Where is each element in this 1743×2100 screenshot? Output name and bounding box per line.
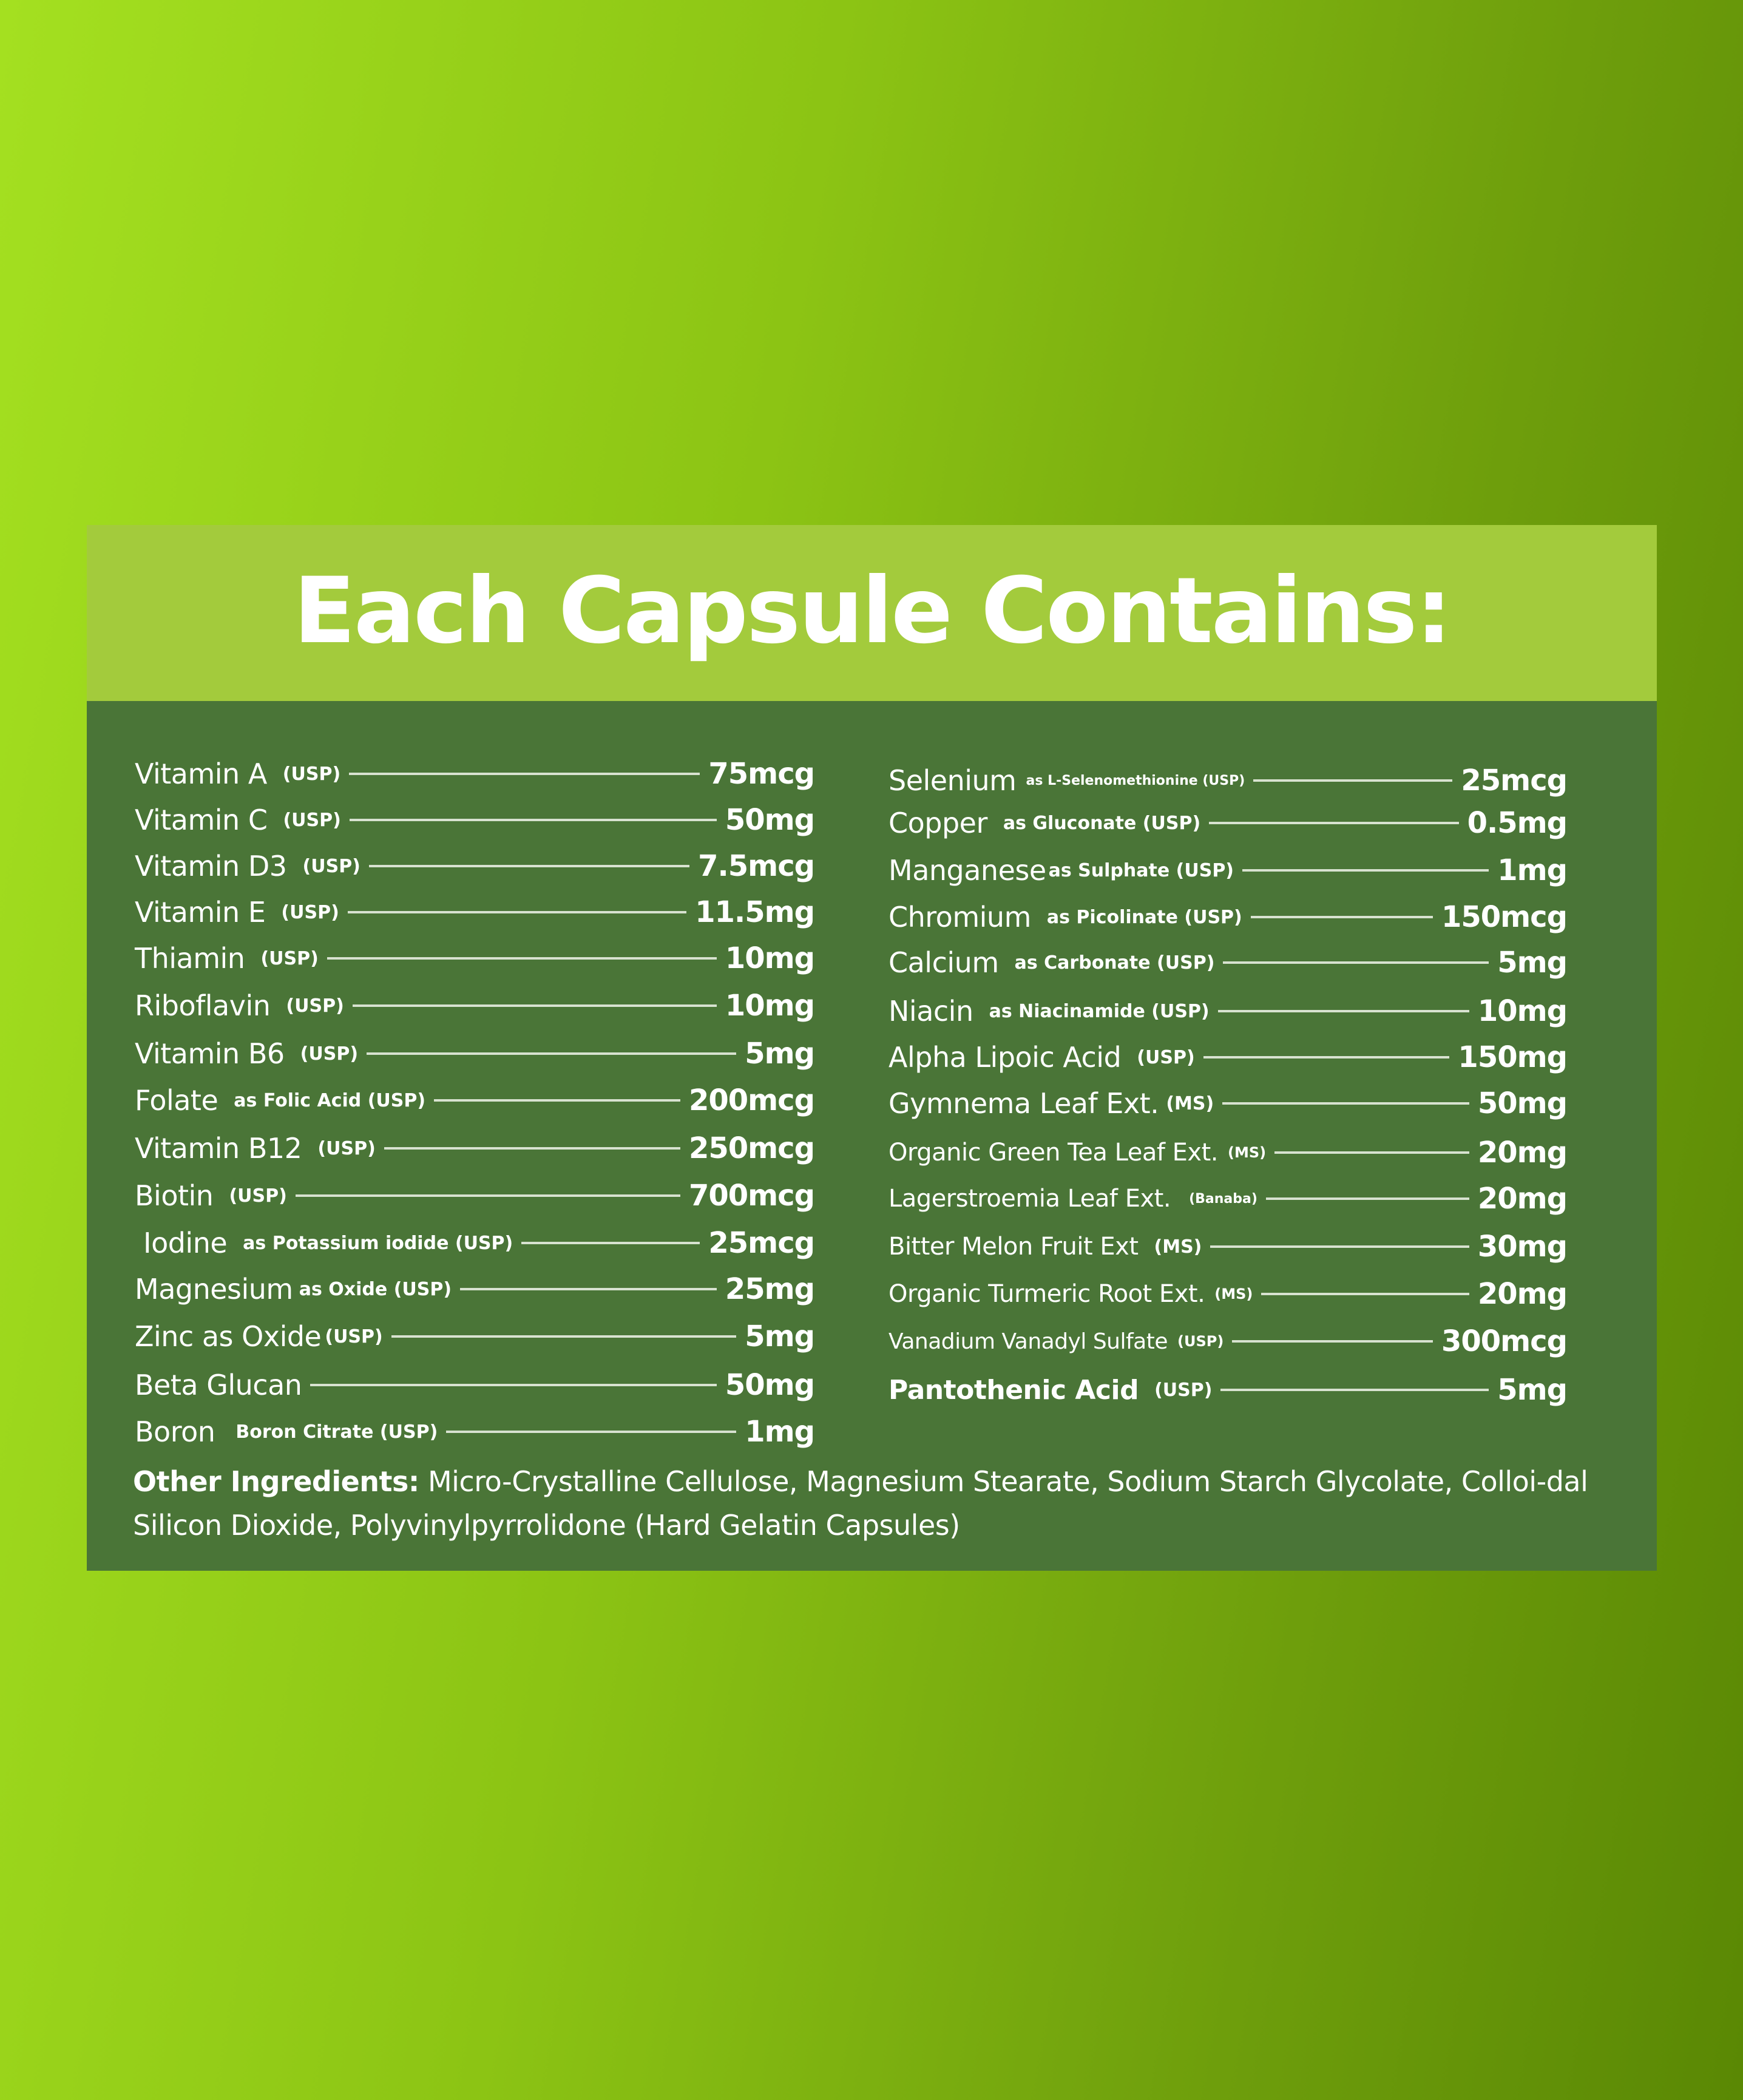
ingredient-name: Thiamin: [135, 942, 245, 975]
ingredient-note: (Banaba): [1189, 1191, 1257, 1207]
ingredient-amount: 10mg: [1477, 994, 1567, 1028]
ingredient-amount: 10mg: [725, 989, 814, 1023]
ingredient-amount: 10mg: [725, 941, 814, 975]
leader-line: [460, 1288, 717, 1290]
ingredient-name: Magnesium: [135, 1273, 293, 1306]
ingredient-row: [135, 1222, 814, 1264]
ingredient-row: [888, 941, 1567, 984]
leader-line: [1274, 1151, 1469, 1154]
ingredient-name: Selenium: [888, 764, 1017, 797]
ingredient-name: Gymnema Leaf Ext.: [888, 1087, 1159, 1120]
leader-line: [1218, 1010, 1469, 1012]
ingredient-amount: 1mg: [1497, 853, 1567, 887]
ingredient-note: (USP): [325, 1326, 383, 1347]
ingredient-row: [888, 990, 1567, 1032]
ingredient-amount: 20mg: [1477, 1277, 1567, 1311]
ingredient-note: (USP): [260, 947, 319, 969]
ingredient-row: [888, 896, 1567, 938]
ingredient-note: (USP): [281, 901, 339, 923]
ingredient-name: Vanadium Vanadyl Sulfate: [888, 1329, 1168, 1354]
leader-line: [1232, 1340, 1433, 1343]
ingredient-row: [135, 937, 814, 980]
other-ingredients-text: Micro-Crystalline Cellulose, Magnesium Stearate, Sodium Starch Glycolate, Colloi-dal Silicon Dioxide, Polyvinylpyrrolidone (Hard Gelatin Capsules): [133, 1465, 1588, 1542]
ingredient-row: [135, 1079, 814, 1122]
ingredient-note: (MS): [1166, 1092, 1214, 1114]
ingredient-note: (USP): [1137, 1046, 1195, 1068]
ingredient-note: (USP): [1177, 1333, 1224, 1350]
ingredient-note: (MS): [1227, 1144, 1267, 1161]
ingredient-name: Zinc as Oxide: [135, 1320, 322, 1353]
leader-line: [434, 1099, 680, 1102]
ingredient-amount: 50mg: [725, 1368, 814, 1402]
ingredient-name: Iodine: [143, 1227, 228, 1259]
leader-line: [350, 819, 717, 821]
ingredient-row: [135, 1174, 814, 1217]
ingredient-row: [888, 1320, 1567, 1363]
ingredient-name: Organic Turmeric Root Ext.: [888, 1280, 1205, 1308]
ingredient-note: (USP): [300, 1043, 359, 1065]
ingredient-note: (USP): [317, 1137, 376, 1159]
ingredient-name: Niacin: [888, 995, 973, 1028]
ingredient-note: as Potassium iodide (USP): [243, 1232, 513, 1254]
ingredient-name: Bitter Melon Fruit Ext: [888, 1233, 1139, 1261]
ingredient-note: as Oxide (USP): [299, 1278, 452, 1300]
ingredient-name: Vitamin B12: [135, 1132, 302, 1165]
ingredient-amount: 25mg: [725, 1272, 814, 1306]
ingredient-row: [135, 1127, 814, 1170]
ingredient-amount: 50mg: [1477, 1086, 1567, 1120]
ingredient-row: [135, 984, 814, 1027]
ingredient-name: Boron: [135, 1415, 215, 1448]
ingredient-name: Folate: [135, 1084, 218, 1117]
ingredients-panel: [87, 525, 1657, 1571]
ingredient-amount: 20mg: [1477, 1182, 1567, 1216]
leader-line: [446, 1431, 736, 1433]
ingredient-note: as Carbonate (USP): [1014, 952, 1215, 974]
leader-line: [1242, 869, 1489, 872]
ingredient-note: as L-Selenomethionine (USP): [1026, 773, 1245, 788]
leader-line: [310, 1384, 716, 1386]
ingredient-name: Alpha Lipoic Acid: [888, 1041, 1122, 1074]
leader-line: [1251, 916, 1433, 918]
ingredient-note: (USP): [229, 1185, 287, 1207]
leader-line: [1209, 822, 1458, 824]
ingredient-row: [888, 1273, 1567, 1315]
leader-line: [348, 911, 686, 913]
ingredient-row: [135, 753, 814, 795]
ingredient-note: as Folic Acid (USP): [234, 1089, 426, 1111]
leader-line: [367, 1052, 736, 1055]
ingredient-note: as Gluconate (USP): [1003, 812, 1201, 834]
ingredient-note: as Picolinate (USP): [1046, 906, 1242, 928]
ingredient-amount: 20mg: [1477, 1136, 1567, 1170]
ingredient-name: Copper: [888, 807, 987, 839]
ingredient-name: Vitamin E: [135, 896, 266, 929]
ingredient-row: [888, 1131, 1567, 1174]
leader-line: [369, 865, 689, 867]
ingredient-amount: 30mg: [1477, 1230, 1567, 1264]
leader-line: [353, 1004, 717, 1007]
ingredient-amount: 300mcg: [1441, 1324, 1567, 1358]
ingredient-name: Vitamin D3: [135, 850, 287, 882]
ingredient-name: Lagerstroemia Leaf Ext.: [888, 1185, 1171, 1213]
leader-line: [349, 773, 700, 775]
ingredient-note: Boron Citrate (USP): [235, 1421, 438, 1443]
panel-header: [87, 525, 1657, 701]
ingredient-amount: 1mg: [745, 1415, 814, 1449]
ingredient-name: Vitamin B6: [135, 1037, 285, 1070]
ingredient-name: Pantothenic Acid: [888, 1374, 1139, 1406]
panel-title: Each Capsule Contains:: [293, 558, 1450, 664]
ingredient-amount: 5mg: [1497, 946, 1567, 980]
ingredient-row: [888, 1177, 1567, 1220]
ingredient-row: [135, 1364, 814, 1406]
ingredient-amount: 11.5mg: [695, 895, 814, 929]
ingredient-row: [888, 1225, 1567, 1268]
ingredient-row: [135, 1032, 814, 1075]
leader-line: [384, 1147, 680, 1150]
leader-line: [327, 957, 717, 960]
other-ingredients: [133, 1460, 1614, 1547]
leader-line: [1222, 1102, 1469, 1105]
ingredient-note: (MS): [1154, 1236, 1202, 1258]
ingredient-amount: 7.5mcg: [698, 849, 814, 883]
ingredient-note: (USP): [302, 855, 360, 877]
ingredient-note: (USP): [286, 995, 344, 1017]
ingredient-name: Manganese: [888, 854, 1046, 887]
ingredient-amount: 700mcg: [688, 1179, 814, 1213]
ingredient-amount: 25mcg: [1461, 764, 1567, 798]
ingredient-amount: 5mg: [1497, 1373, 1567, 1407]
ingredient-row: [135, 891, 814, 933]
ingredient-note: (USP): [282, 763, 341, 785]
other-ingredients-label: Other Ingredients:: [133, 1465, 419, 1498]
ingredient-row: [888, 1082, 1567, 1125]
ingredient-row: [888, 759, 1567, 802]
ingredient-row: [135, 1315, 814, 1358]
ingredient-amount: 75mcg: [708, 757, 814, 791]
ingredient-note: as Sulphate (USP): [1048, 859, 1234, 881]
leader-line: [391, 1335, 736, 1338]
leader-line: [1223, 961, 1489, 964]
ingredient-amount: 25mcg: [708, 1226, 814, 1260]
ingredient-row: [888, 802, 1567, 844]
ingredient-amount: 150mcg: [1441, 900, 1567, 934]
ingredient-name: Vitamin C: [135, 804, 268, 836]
leader-line: [296, 1194, 680, 1197]
ingredient-note: (USP): [283, 809, 341, 831]
ingredient-row: [888, 1036, 1567, 1079]
ingredient-note: as Niacinamide (USP): [989, 1000, 1210, 1022]
leader-line: [1210, 1245, 1469, 1248]
ingredient-row: [888, 1369, 1567, 1411]
ingredient-note: (USP): [1154, 1379, 1213, 1401]
leader-line: [1203, 1056, 1450, 1058]
ingredient-amount: 5mg: [745, 1037, 814, 1071]
ingredient-note: (MS): [1214, 1285, 1253, 1302]
ingredient-row: [135, 1268, 814, 1310]
ingredient-row: [135, 1411, 814, 1453]
ingredient-amount: 250mcg: [688, 1131, 814, 1165]
leader-line: [1266, 1197, 1469, 1200]
ingredient-name: Organic Green Tea Leaf Ext.: [888, 1139, 1218, 1167]
leader-line: [1220, 1389, 1489, 1391]
ingredient-name: Chromium: [888, 901, 1031, 933]
ingredient-name: Riboflavin: [135, 989, 271, 1022]
ingredient-row: [135, 799, 814, 841]
ingredient-name: Vitamin A: [135, 757, 267, 790]
ingredient-amount: 50mg: [725, 803, 814, 837]
ingredient-name: Calcium: [888, 946, 999, 979]
ingredient-amount: 200mcg: [688, 1083, 814, 1117]
ingredient-amount: 150mg: [1458, 1040, 1567, 1074]
ingredient-name: Biotin: [135, 1179, 214, 1212]
ingredient-amount: 0.5mg: [1467, 806, 1567, 840]
ingredient-row: [888, 849, 1567, 892]
leader-line: [1253, 779, 1452, 782]
ingredient-row: [135, 845, 814, 887]
ingredient-amount: 5mg: [745, 1319, 814, 1353]
leader-line: [1261, 1293, 1469, 1295]
leader-line: [521, 1242, 700, 1244]
ingredient-name: Beta Glucan: [135, 1369, 302, 1401]
